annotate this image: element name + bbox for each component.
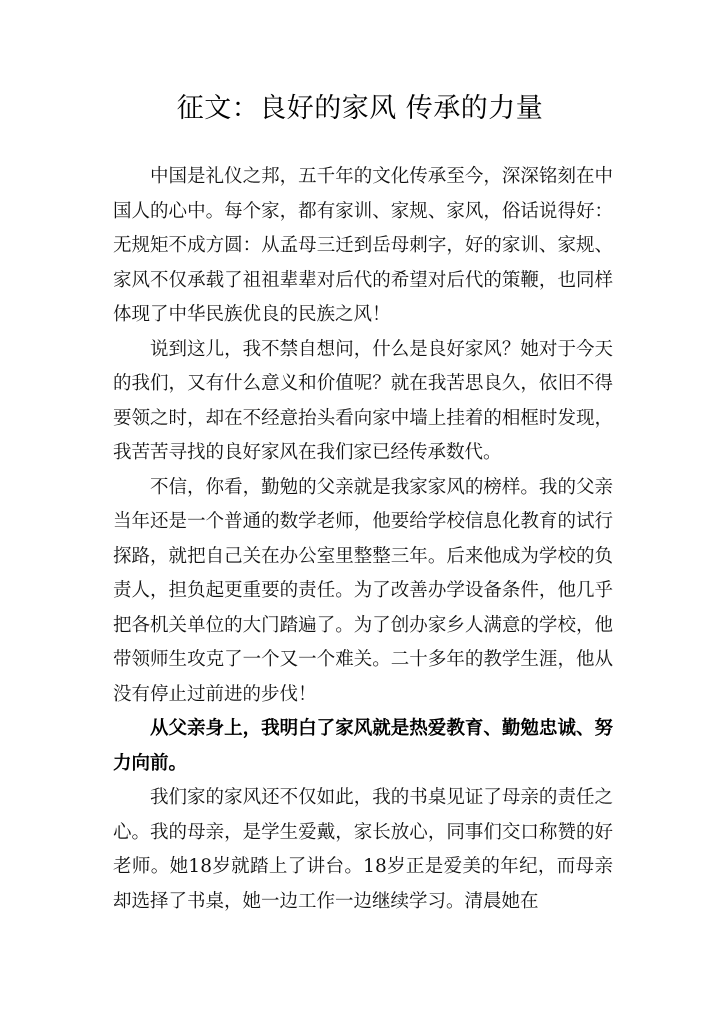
- paragraph-2: 说到这儿，我不禁自想问，什么是良好家风？她对于今天的我们，又有什么意义和价值呢？就在我苦思良久，依旧不得要领之时，却在不经意抬头看向家中墙上挂着的相框时发现，我苦苦寻找的良好家风在我们家已经传承数代。: [113, 338, 613, 463]
- document-body: [113, 160, 613, 919]
- paragraph-1: 中国是礼仪之邦，五千年的文化传承至今，深深铭刻在中国人的心中。每个家，都有家训、家规、家风，俗话说得好：无规矩不成方圆：从孟母三迁到岳母刺字，好的家训、家规、家风不仅承载了祖祖辈辈对后代的希望对后代的策鞭，也同样体现了中华民族优良的民族之风！: [113, 166, 613, 325]
- document-title: 征文：良好的家风 传承的力量: [176, 93, 544, 124]
- paragraph-3: 不信，你看，勤勉的父亲就是我家家风的榜样。我的父亲当年还是一个普通的数学老师，他要给学校信息化教育的试行探路，就把自己关在办公室里整整三年。后来他成为学校的负责人，担负起更重要的责任。为了改善办学设备条件，他几乎把各机关单位的大门踏遍了。为了创办家乡人满意的学校，他带领师生攻克了一个又一个难关。二十多年的教学生涯，他从没有停止过前进的步伐！: [113, 476, 613, 705]
- paragraph-4-bold-summary: 从父亲身上，我明白了家风就是热爱教育、勤勉忠诚、努力向前。: [113, 718, 613, 774]
- paragraph-5: 我们家的家风还不仅如此，我的书桌见证了母亲的责任之心。我的母亲，是学生爱戴，家长放心，同事们交口称赞的好老师。她18岁就踏上了讲台。18岁正是爱美的年纪，而母亲却选择了书桌，她一边工作一边继续学习。清晨她在: [113, 787, 613, 912]
